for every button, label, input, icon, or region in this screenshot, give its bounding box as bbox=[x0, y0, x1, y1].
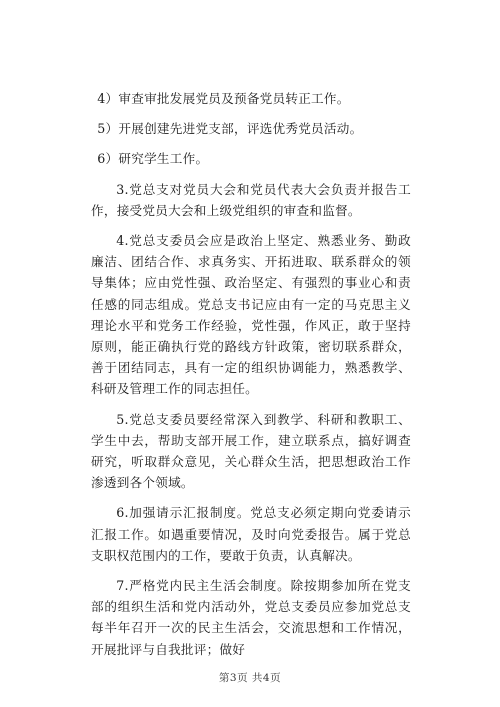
paragraph-6: 6.加强请示汇报制度。党总支必须定期向党委请示汇报工作。如遇重要情况，及时向党委报告。属于党总支职权范围内的工作，要敢于负责，认真解决。 bbox=[91, 505, 411, 563]
paragraph-item-4: 4）审查审批发展党员及预备党员转正工作。 bbox=[97, 91, 350, 106]
document-body bbox=[91, 88, 411, 669]
paragraph-item-6: 6）研究学生工作。 bbox=[97, 151, 209, 167]
paragraph-3: 3.党总支对党员大会和党员代表大会负责并报告工作，接受党员大会和上级党组织的审查和监督。 bbox=[91, 181, 411, 218]
paragraph-4: 4.党总支委员会应是政治上坚定、熟悉业务、勤政廉洁、团结合作、求真务实、开拓进取、联系群众的领导集体；应由党性强、政治坚定、有强烈的事业心和责任感的同志组成。党总支书记应由有一定的马克思主义理论水平和党务工作经验，党性强，作风正，敢于坚持原则，能正确执行党的路线方针政策，密切联系群众，善于团结同志，具有一定的组织协调能力，熟悉教学、科研及管理工作的同志担任。 bbox=[91, 233, 411, 397]
page-footer: 第3页 共4页 bbox=[218, 672, 282, 684]
paragraph-5: 5.党总支委员要经常深入到教学、科研和教职工、学生中去，帮助支部开展工作，建立联系点，搞好调查研究，听取群众意见，关心群众生活，把思想政治工作渗透到各个领域。 bbox=[91, 411, 411, 491]
paragraph-7: 7.严格党内民主生活会制度。除按期参加所在党支部的组织生活和党内活动外，党总支委员应参加党总支每半年召开一次的民主生活会，交流思想和工作情况，开展批评与自我批评；做好 bbox=[91, 578, 411, 657]
paragraph-item-5: 5）开展创建先进党支部，评选优秀党员活动。 bbox=[97, 121, 363, 137]
